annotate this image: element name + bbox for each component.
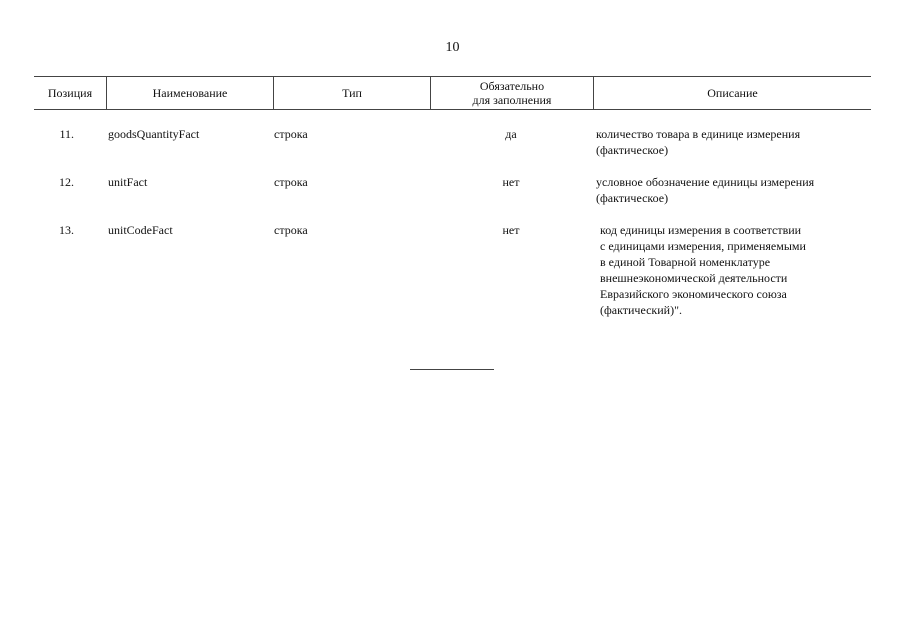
row-name: goodsQuantityFact bbox=[108, 127, 200, 141]
row-description bbox=[596, 174, 871, 206]
description-line: внешнеэкономической деятельности bbox=[600, 271, 788, 285]
row-name: unitCodeFact bbox=[108, 223, 173, 237]
row-position: 11. bbox=[59, 127, 74, 141]
description-line: (фактическое) bbox=[596, 143, 669, 157]
row-type: строка bbox=[274, 127, 308, 141]
footer-rule bbox=[410, 369, 494, 370]
description-line: Евразийского экономического союза bbox=[600, 287, 787, 301]
row-type: строка bbox=[274, 175, 308, 189]
row-description bbox=[596, 126, 871, 158]
data-table bbox=[34, 76, 871, 317]
header-required-line2: для заполнения bbox=[472, 93, 552, 107]
header-type: Тип bbox=[273, 77, 430, 109]
header-name: Наименование bbox=[106, 77, 273, 109]
header-position: Позиция bbox=[47, 86, 93, 100]
row-required: да bbox=[505, 127, 517, 141]
row-description bbox=[600, 222, 875, 318]
row-required: нет bbox=[502, 223, 520, 237]
description-line: условное обозначение единицы измерения bbox=[596, 175, 815, 189]
description-line: (фактическое) bbox=[596, 191, 669, 205]
row-position: 13. bbox=[59, 223, 74, 237]
description-line: (фактический)". bbox=[600, 303, 682, 317]
description-line: код единицы измерения в соответствии bbox=[600, 223, 802, 237]
description-line: количество товара в единице измерения bbox=[596, 127, 801, 141]
header-required bbox=[430, 77, 593, 109]
row-name: unitFact bbox=[108, 175, 148, 189]
row-required: нет bbox=[502, 175, 520, 189]
description-line: в единой Товарной номенклатуре bbox=[600, 255, 771, 269]
description-line: с единицами измерения, применяемыми bbox=[600, 239, 806, 253]
table-header bbox=[34, 76, 871, 110]
header-required-line1: Обязательно bbox=[479, 79, 545, 93]
row-type: строка bbox=[274, 223, 308, 237]
row-position: 12. bbox=[59, 175, 74, 189]
page-number: 10 bbox=[445, 40, 460, 55]
header-description: Описание bbox=[593, 77, 871, 109]
